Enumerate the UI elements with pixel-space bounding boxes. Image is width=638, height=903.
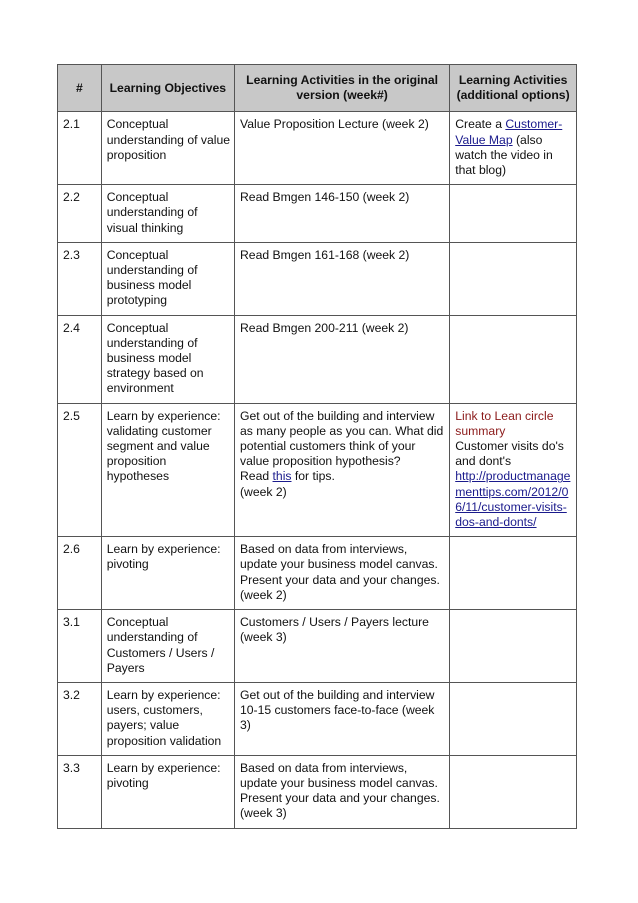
row-number: 2.4 — [58, 315, 102, 403]
activity-read-pre: Read — [240, 469, 273, 484]
row-extra — [450, 185, 577, 243]
table-row — [58, 610, 577, 683]
customer-value-map-link[interactable]: Customer-Value Map — [455, 117, 563, 147]
activity-read-post: for tips. — [291, 469, 335, 484]
row-activity: Customers / Users / Payers lecture (week 3) — [235, 610, 450, 683]
row-number: 2.6 — [58, 537, 102, 610]
row-extra — [450, 755, 577, 828]
row-activity — [235, 403, 450, 537]
row-number: 2.2 — [58, 185, 102, 243]
row-objective: Learn by experience: pivoting — [101, 755, 234, 828]
extra-text-pre: Create a — [455, 117, 506, 132]
row-activity: Based on data from interviews, update your business model canvas. Present your data and your changes. (week 3) — [235, 755, 450, 828]
row-number: 3.3 — [58, 755, 102, 828]
row-activity: Get out of the building and interview 10-15 customers face-to-face (week 3) — [235, 682, 450, 755]
tips-link[interactable]: this — [272, 469, 292, 484]
row-extra — [450, 537, 577, 610]
row-number: 3.1 — [58, 610, 102, 683]
table-row — [58, 315, 577, 403]
header-number: # — [58, 65, 102, 112]
row-objective: Learn by experience: pivoting — [101, 537, 234, 610]
table-row — [58, 755, 577, 828]
row-objective: Conceptual understanding of Customers / Users / Payers — [101, 610, 234, 683]
lean-circle-link[interactable]: Link to Lean circle summary — [455, 408, 554, 438]
row-number: 2.1 — [58, 112, 102, 185]
row-activity: Read Bmgen 200-211 (week 2) — [235, 315, 450, 403]
row-activity: Value Proposition Lecture (week 2) — [235, 112, 450, 185]
row-extra — [450, 112, 577, 185]
customer-visits-text: Customer visits do's and dont's — [455, 439, 564, 469]
learning-table — [57, 64, 577, 829]
row-activity: Based on data from interviews, update your business model canvas. Present your data and your changes. (week 2) — [235, 537, 450, 610]
row-activity: Read Bmgen 161-168 (week 2) — [235, 242, 450, 315]
row-objective: Learn by experience: validating customer segment and value proposition hypotheses — [101, 403, 234, 537]
table-row — [58, 242, 577, 315]
row-extra — [450, 403, 577, 537]
header-row — [58, 65, 577, 112]
table-row — [58, 537, 577, 610]
row-extra — [450, 682, 577, 755]
activity-week: (week 2) — [240, 484, 287, 499]
table-row — [58, 682, 577, 755]
header-activities-additional: Learning Activities (additional options) — [450, 65, 577, 112]
table-row — [58, 112, 577, 185]
row-extra — [450, 242, 577, 315]
row-number: 2.3 — [58, 242, 102, 315]
row-activity: Read Bmgen 146-150 (week 2) — [235, 185, 450, 243]
row-objective: Conceptual understanding of value proposition — [101, 112, 234, 185]
row-number: 2.5 — [58, 403, 102, 537]
table-row — [58, 403, 577, 537]
row-extra — [450, 610, 577, 683]
row-number: 3.2 — [58, 682, 102, 755]
header-objectives: Learning Objectives — [101, 65, 234, 112]
row-objective: Learn by experience: users, customers, payers; value proposition validation — [101, 682, 234, 755]
row-objective: Conceptual understanding of business model prototyping — [101, 242, 234, 315]
extra-text-post: (also watch the video in that blog) — [455, 132, 553, 178]
row-extra — [450, 315, 577, 403]
customer-visits-url-link[interactable]: http://productmanagementtips.com/2012/06/11/customer-visits-dos-and-donts/ — [455, 469, 571, 530]
row-objective: Conceptual understanding of visual thinking — [101, 185, 234, 243]
activity-main: Get out of the building and interview as many people as you can. What did potential customers think of your value proposition hypothesis? — [240, 408, 444, 469]
header-activities-original: Learning Activities in the original version (week#) — [235, 65, 450, 112]
row-objective: Conceptual understanding of business model strategy based on environment — [101, 315, 234, 403]
table-row — [58, 185, 577, 243]
